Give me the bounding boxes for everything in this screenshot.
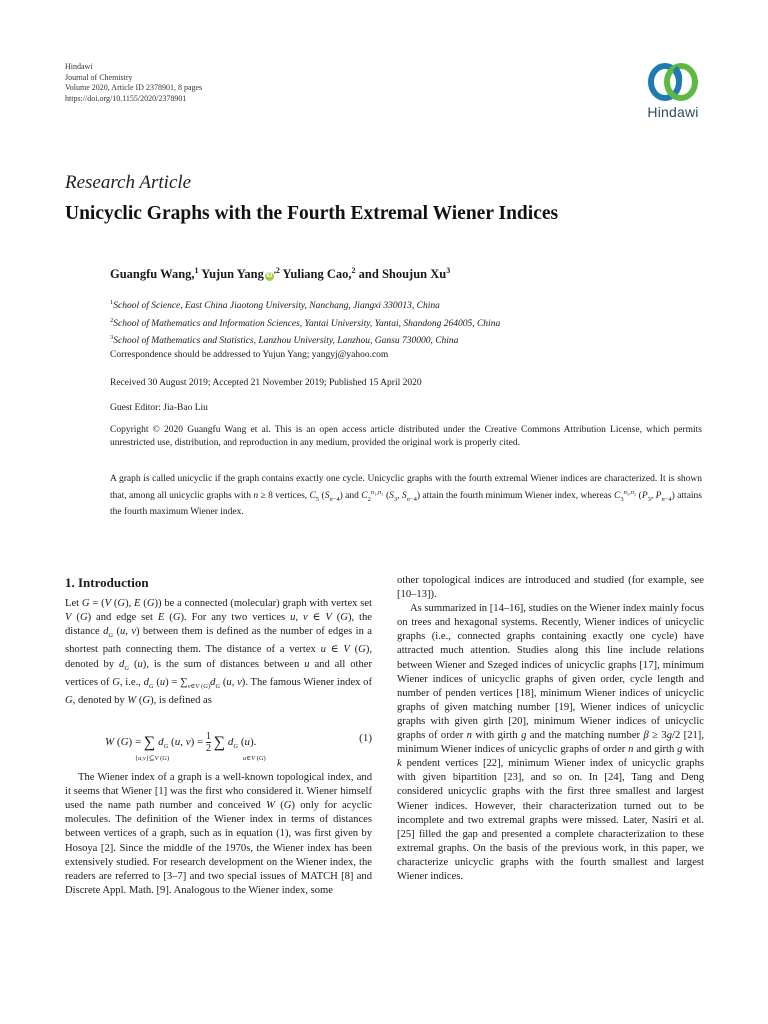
paragraph: As summarized in [14–16], studies on the Wiener index mainly focus on trees and hexagonal systems. Recently, Wiener indices of unicyclic graphs (i.e., connected graphs containing exactly one cycle) have attracted much attention. Studies along this line include relations between Wiener and Szeged indices of unicyclic graphs [17], minimum Wiener indices of unicyclic graphs of given order, cycle length and number of penden vertices [18], minimum Wiener indices of unicyclic graphs of given matching number [19], Wiener indices of unicyclic graphs with given girth [20], minimum Wiener indices of unicyclic graphs of order n with girth g and the matching number β ≥ 3g/2 [21], minimum Wiener indices of unicyclic graphs of order n and girth g with k pendent vertices [22], minimum Wiener index of unicyclic graphs with given bipartition [23], and so on. In [24], Tang and Deng considered unicyclic graphs with the first three smallest and largest Wiener indices. However, their characterization turned out to be incomplete and two extremal graphs were missed. Later, Nasiri et al. [25] filled the gap and presented a complete characterization to these extremal graphs. On the basis of the previous work, in this paper, we characterize unicyclic graphs with the fourth smallest and largest Wiener indices. bbox=[397, 603, 705, 882]
doi-link[interactable]: https://doi.org/10.1155/2020/2378901 bbox=[65, 93, 187, 103]
abstract: A graph is called unicyclic if the graph contains exactly one cycle. Unicyclic graphs with the fourth extremal Wiener indices are characterized. It is shown that, among all unicyclic graphs with n ≥ 8 vertices, $C_5$ $(S_{n-4})$ and $C_2^{n_1,n_2}$ ($S_3$, $S_{n-4}$) attain the fourth minimum Wiener index, whereas $C_3^{n_1,n_2}$ ($P_3$, $P_{n-4}$) attains the fourth maximum Wiener index. bbox=[110, 474, 702, 518]
author-sup: ,2 bbox=[273, 266, 280, 275]
author-sup: 3 bbox=[446, 266, 451, 275]
author-name: and Shoujun Xu bbox=[358, 267, 447, 282]
paragraph: other topological indices are introduced and studied (for example, see [10–13]). bbox=[397, 575, 704, 601]
author-sup: 2 bbox=[351, 266, 356, 275]
equation-number: (1) bbox=[359, 732, 372, 745]
author-list bbox=[110, 266, 450, 282]
publication-dates: Received 30 August 2019; Accepted 21 November 2019; Published 15 April 2020 bbox=[110, 378, 422, 388]
orcid-icon[interactable]: iD bbox=[266, 273, 273, 280]
logo-text: Hindawi bbox=[647, 104, 699, 120]
author-sup: 1 bbox=[194, 266, 199, 275]
hindawi-logo bbox=[634, 60, 712, 120]
paragraph: The Wiener index of a graph is a well-known topological index, and it seems that Wiener [1] was the first who considered it. Wiener himself used the name path number and conceived W (G) only for acyclic molecules. The definition of the Wiener index in terms of distances between vertices of a graph, such as in equation (1), was first given by Hosoya [2]. Since the middle of the 1970s, the Wiener index has been extensively studied. For research development on the Wiener index, the readers are referred to [3–7] and two special issues of MATCH [8] and Discrete Appl. Math. [9]. Analogous to the Wiener index, some bbox=[65, 772, 372, 896]
copyright-notice: Copyright © 2020 Guangfu Wang et al. This is an open access article distributed under the Creative Commons Attribution License, which permits unrestricted use, distribution, and reproduction in any medium, provided the original work is properly cited. bbox=[110, 425, 702, 448]
affiliation-list bbox=[110, 296, 500, 349]
affiliation-item: $^3$School of Mathematics and Statistics, Lanzhou University, Lanzhou, Gansu 730000, China bbox=[110, 334, 459, 347]
guest-editor: Guest Editor: Jia-Bao Liu bbox=[110, 403, 208, 413]
affiliation-item: $^1$School of Science, East China Jiaotong University, Nanchang, Jiangxi 330013, China bbox=[110, 299, 440, 312]
author-name: Guangfu Wang, bbox=[110, 267, 195, 282]
body-column-right bbox=[397, 574, 704, 884]
publisher-name: Hindawi bbox=[65, 62, 93, 71]
volume-info: Volume 2020, Article ID 2378901, 8 pages bbox=[65, 83, 203, 92]
section-heading: 1. Introduction bbox=[65, 575, 149, 590]
article-type: Research Article bbox=[65, 172, 192, 193]
author-name: Yujun Yang bbox=[201, 267, 264, 282]
hindawi-rings-icon bbox=[645, 60, 701, 104]
correspondence: Correspondence should be addressed to Yujun Yang; yangyj@yahoo.com bbox=[110, 350, 389, 360]
wiener-formula: W (G) = ∑ $d_G$ (u, $v) = \frac{1}{2}$ ∑ $d_G$ (u). bbox=[105, 731, 257, 755]
article-title: Unicyclic Graphs with the Fourth Extremal Wiener Indices bbox=[65, 203, 559, 224]
journal-name: Journal of Chemistry bbox=[65, 72, 133, 82]
author-name: Yuliang Cao, bbox=[282, 267, 352, 282]
affiliation-item: $^2$School of Mathematics and Information Sciences, Yantai University, Yantai, Shandong 264005, China bbox=[110, 316, 501, 329]
journal-meta bbox=[65, 62, 202, 104]
body-column-left bbox=[65, 574, 372, 898]
equation-1: W (G) = ∑ $d_G$ (u, $v) = \frac{1}{2}$ ∑ $d_G$ (u). {u,v}⊆V (G) u∈V (G) (1) bbox=[105, 731, 372, 763]
paragraph: Let G = (V (G), E (G)) be a connected (molecular) graph with vertex set V (G) and edge set E (G). For any two vertices u, v ∈ V (G), the distance $d_G$ (u, v) between them is defined as the number of edges in a shortest path connecting them. The distance of a vertex u ∈ V (G), denoted by $d_G$ (u), is the sum of distances between u and all other vertices of G, i.e., $d_G$ $(u) = \sum_{v\in V (G)}d_G$ (u, v). The famous Wiener index of G, denoted by W (G), is defined as bbox=[65, 598, 373, 706]
